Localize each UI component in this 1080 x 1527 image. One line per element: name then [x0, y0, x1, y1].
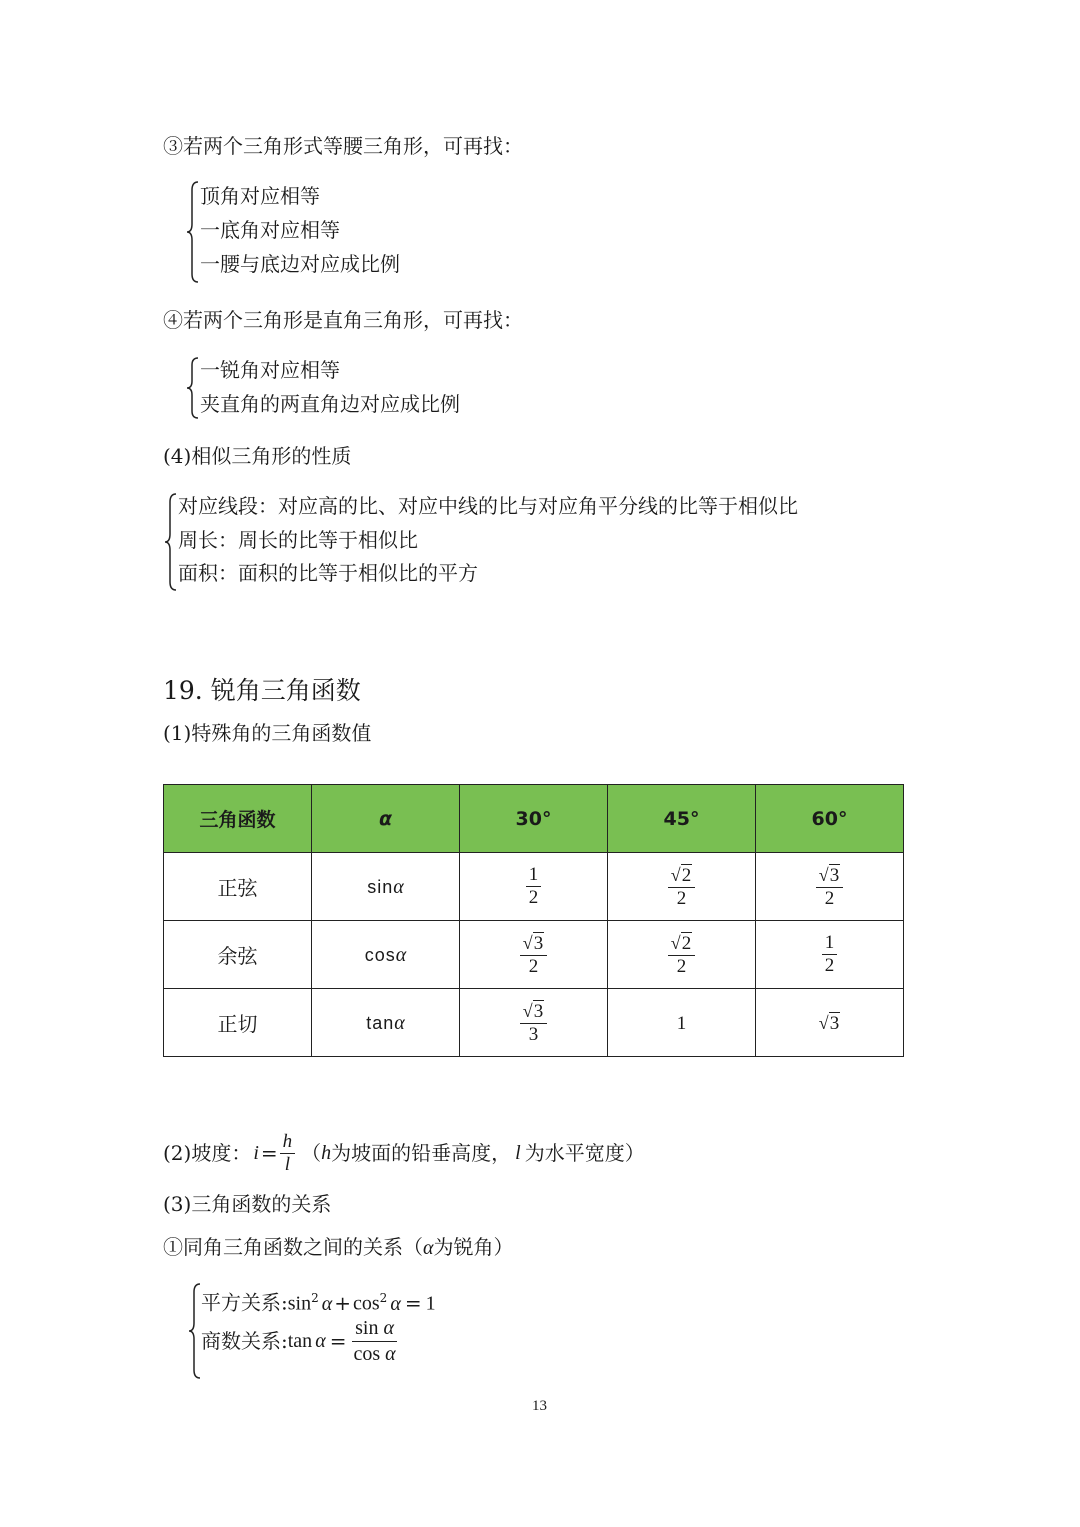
alpha-symbol: α	[385, 1342, 396, 1365]
fraction-numerator	[816, 864, 843, 888]
function-name-cell: 正切	[164, 989, 312, 1057]
slope-line	[163, 1128, 645, 1178]
table-row	[164, 921, 904, 989]
left-brace-icon	[188, 1282, 202, 1380]
fraction-numerator: 1	[822, 932, 838, 955]
fraction-numerator	[668, 864, 695, 888]
fraction-numerator: h	[280, 1131, 296, 1154]
sqrt-icon: √	[522, 932, 533, 953]
function-symbol: tan	[366, 1013, 395, 1033]
section-subtitle: (1)特殊角的三角函数值	[163, 721, 372, 745]
function-expression-cell	[312, 921, 460, 989]
list-item: 面积：面积的比等于相似比的平方	[178, 561, 478, 585]
sqrt-icon: √	[670, 864, 681, 885]
radicand: 2	[681, 864, 692, 886]
header-cell: 45°	[608, 785, 756, 853]
sin-fn: sin	[287, 1292, 312, 1315]
function-name-cell: 正弦	[164, 853, 312, 921]
fraction-numerator	[352, 1316, 397, 1342]
quotient-relation	[201, 1316, 399, 1366]
fraction	[668, 864, 695, 910]
alpha-symbol: α	[423, 1237, 434, 1259]
properties-heading: (4)相似三角形的性质	[163, 444, 352, 468]
table-header-row	[164, 785, 904, 853]
subheading-text: ①同角三角函数之间的关系（	[163, 1235, 423, 1259]
value-cell	[608, 921, 756, 989]
list-item: 周长：周长的比等于相似比	[178, 528, 418, 552]
slope-i: i	[253, 1142, 259, 1164]
alpha-symbol: α	[395, 944, 407, 966]
fraction	[816, 864, 843, 910]
left-brace-icon	[186, 356, 200, 420]
radicand: 3	[533, 1000, 544, 1022]
fraction	[526, 864, 542, 909]
function-symbol: cos	[364, 945, 396, 965]
equals-sign: =	[404, 1290, 422, 1315]
fraction-denominator: 2	[824, 955, 835, 976]
table-row	[164, 989, 904, 1057]
isosceles-heading: ③若两个三角形式等腰三角形，可再找：	[163, 134, 523, 158]
exponent: 2	[379, 1291, 388, 1305]
value-cell	[756, 853, 904, 921]
radical	[523, 1000, 544, 1023]
header-cell: α	[312, 785, 460, 853]
slope-paren-open: （	[301, 1141, 322, 1165]
slope-h-desc: 为坡面的铅垂高度，	[331, 1141, 512, 1165]
slope-l: l	[515, 1142, 521, 1164]
left-brace-icon	[186, 180, 200, 284]
section-title: 19. 锐角三角函数	[163, 676, 361, 705]
slope-fraction	[280, 1131, 296, 1176]
header-cell: 30°	[460, 785, 608, 853]
alpha-symbol: α	[390, 1292, 401, 1315]
fraction	[520, 932, 547, 978]
radicand: 3	[533, 932, 544, 954]
value-cell	[608, 989, 756, 1057]
isosceles-brace-list	[186, 180, 546, 284]
radical	[523, 932, 544, 955]
fraction-denominator: 3	[528, 1023, 539, 1045]
fraction-denominator: l	[284, 1153, 291, 1175]
fraction-numerator: 1	[526, 864, 542, 887]
function-symbol: sin	[367, 877, 394, 897]
subheading-text: 为锐角）	[433, 1235, 514, 1259]
list-item: 对应线段：对应高的比、对应中线的比与对应角平分线的比等于相似比	[178, 494, 798, 518]
cos-fn: cos	[353, 1292, 380, 1315]
value-text: 1	[676, 1013, 687, 1034]
fraction-numerator	[668, 932, 695, 956]
relations-heading: (3)三角函数的关系	[163, 1192, 332, 1216]
fraction-numerator	[520, 1000, 547, 1024]
alpha-symbol: α	[315, 1330, 326, 1352]
right-triangle-heading: ④若两个三角形是直角三角形，可再找：	[163, 308, 523, 332]
exponent: 2	[311, 1291, 319, 1305]
function-name-cell: 余弦	[164, 921, 312, 989]
cos-fn: cos	[353, 1342, 381, 1365]
radicand: 2	[681, 932, 692, 954]
right-triangle-brace-list	[186, 356, 546, 420]
sqrt-icon: √	[818, 864, 829, 885]
fraction	[822, 932, 838, 977]
tan-fn: tan	[287, 1330, 313, 1352]
table-row	[164, 853, 904, 921]
slope-equals: =	[260, 1141, 278, 1165]
alpha-symbol: α	[393, 876, 404, 898]
value-cell	[460, 921, 608, 989]
left-brace-icon	[164, 492, 178, 592]
header-cell: 60°	[756, 785, 904, 853]
list-item: 顶角对应相等	[200, 184, 320, 208]
fraction	[668, 932, 695, 978]
properties-brace-list	[164, 492, 864, 592]
sqrt-icon: √	[670, 932, 681, 953]
alpha-symbol: α	[394, 1012, 405, 1034]
fraction-numerator	[520, 932, 547, 956]
sqrt-icon: √	[818, 1013, 829, 1033]
relations-subheading	[163, 1235, 514, 1260]
header-cell: 三角函数	[164, 785, 312, 853]
radical	[819, 864, 840, 887]
slope-h: h	[321, 1142, 332, 1164]
sin-fn: sin	[355, 1316, 379, 1339]
value-cell	[460, 853, 608, 921]
slope-label: (2)坡度：	[163, 1141, 252, 1165]
value-cell	[608, 853, 756, 921]
radical	[671, 864, 692, 887]
one: 1	[425, 1292, 436, 1315]
list-item: 夹直角的两直角边对应成比例	[200, 392, 460, 416]
value-cell	[756, 921, 904, 989]
fraction-denominator	[350, 1342, 398, 1367]
relation-label: 平方关系:	[201, 1290, 288, 1315]
radicand: 3	[829, 1013, 840, 1034]
quotient-fraction	[350, 1316, 398, 1367]
fraction-denominator: 2	[824, 887, 835, 909]
plus-sign: +	[334, 1290, 351, 1315]
slope-l-desc: 为水平宽度）	[524, 1141, 645, 1165]
fraction-denominator: 2	[528, 955, 539, 977]
radical	[819, 1013, 840, 1035]
list-item: 一锐角对应相等	[200, 358, 340, 382]
fraction-denominator: 2	[676, 955, 687, 977]
alpha-symbol: α	[383, 1316, 394, 1339]
fraction	[520, 1000, 547, 1046]
radical	[671, 932, 692, 955]
equals-sign: =	[329, 1329, 347, 1353]
trig-values-table	[163, 784, 904, 1057]
function-expression-cell	[312, 989, 460, 1057]
list-item: 一腰与底边对应成比例	[200, 252, 400, 276]
radicand: 3	[829, 864, 840, 886]
alpha-symbol: α	[321, 1292, 333, 1315]
page-number: 13	[532, 1398, 547, 1414]
list-item: 一底角对应相等	[200, 218, 340, 242]
relation-label: 商数关系:	[201, 1329, 288, 1353]
square-relation	[201, 1286, 436, 1316]
sqrt-icon: √	[522, 1000, 533, 1021]
value-cell	[756, 989, 904, 1057]
fraction-denominator: 2	[528, 887, 539, 908]
value-cell	[460, 989, 608, 1057]
fraction-denominator: 2	[676, 887, 687, 909]
relations-brace-list	[188, 1282, 548, 1380]
function-expression-cell	[312, 853, 460, 921]
